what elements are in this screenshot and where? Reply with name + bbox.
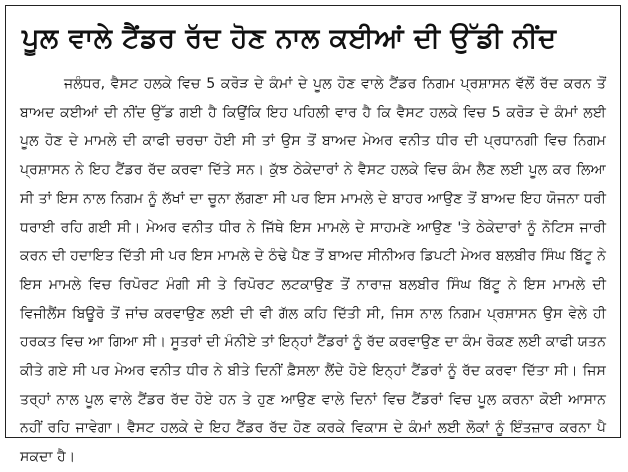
news-clipping	[5, 5, 621, 466]
article-headline: ਪੂਲ ਵਾਲੇ ਟੈਂਡਰ ਰੱਦ ਹੋਣ ਨਾਲ ਕਈਆਂ ਦੀ ਉੱਡੀ ਨੀਂਦ	[22, 23, 557, 54]
article-body: ਜਲੰਧਰ, ਵੈਸਟ ਹਲਕੇ ਵਿਚ 5 ਕਰੋੜ ਦੇ ਕੰਮਾਂ ਦੇ ਪੂਲ ਹੋਣ ਵਾਲੇ ਟੈਂਡਰ ਨਿਗਮ ਪ੍ਰਸ਼ਾਸਨ ਵੱਲੋਂ ਰੱਦ ਕਰਨ ਤੋਂ ਬਾਅਦ ਕਈਆਂ ਦੀ ਨੀਂਦ ਉੱਡ ਗਈ ਹੈ ਕਿਉਂਕਿ ਇਹ ਪਹਿਲੀ ਵਾਰ ਹੈ ਕਿ ਵੈਸਟ ਹਲਕੇ ਵਿਚ 5 ਕਰੋੜ ਦੇ ਕੰਮਾਂ ਲਈ ਪੂਲ ਹੋਣ ਦੇ ਮਾਮਲੇ ਦੀ ਕਾਫੀ ਚਰਚਾ ਹੋਈ ਸੀ ਤਾਂ ਉਸ ਤੋਂ ਬਾਅਦ ਮੇਅਰ ਵਨੀਤ ਧੀਰ ਦੀ ਪ੍ਰਧਾਨਗੀ ਵਿਚ ਨਿਗਮ ਪ੍ਰਸ਼ਾਸਨ ਨੇ ਇਹ ਟੈਂਡਰ ਰੱਦ ਕਰਵਾ ਦਿੱਤੇ ਸਨ। ਕੁੱਝ ਠੇਕੇਦਾਰਾਂ ਨੇ ਵੈਸਟ ਹਲਕੇ ਵਿਚ ਕੰਮ ਲੈਣ ਲਈ ਪੂਲ ਕਰ ਲਿਆ ਸੀ ਤਾਂ ਇਸ ਨਾਲ ਨਿਗਮ ਨੂੰ ਲੱਖਾਂ ਦਾ ਚੂਨਾ ਲੱਗਣਾ ਸੀ ਪਰ ਇਸ ਮਾਮਲੇ ਦੇ ਬਾਹਰ ਆਉਣ ਤੋਂ ਬਾਅਦ ਇਹ ਯੋਜਨਾ ਧਰੀ ਧਰਾਈ ਰਹਿ ਗਈ ਸੀ। ਮੇਅਰ ਵਨੀਤ ਧੀਰ ਨੇ ਜਿੱਥੇ ਇਸ ਮਾਮਲੇ ਦੇ ਸਾਹਮਣੇ ਆਉਣ 'ਤੇ ਠੇਕੇਦਾਰਾਂ ਨੂੰ ਨੋਟਿਸ ਜਾਰੀ ਕਰਨ ਦੀ ਹਦਾਇਤ ਦਿੱਤੀ ਸੀ ਪਰ ਇਸ ਮਾਮਲੇ ਦੇ ਠੰਢੇ ਪੈਣ ਤੋਂ ਬਾਅਦ ਸੀਨੀਅਰ ਡਿਪਟੀ ਮੇਅਰ ਬਲਬੀਰ ਸਿੰਘ ਬਿੱਟੂ ਨੇ ਇਸ ਮਾਮਲੇ ਵਿਚ ਰਿਪੋਰਟ ਮੰਗੀ ਸੀ ਤੇ ਰਿਪੋਰਟ ਲਟਕਾਉਣ ਤੋਂ ਨਾਰਾਜ਼ ਬਲਬੀਰ ਸਿੰਘ ਬਿੱਟੂ ਨੇ ਇਸ ਮਾਮਲੇ ਦੀ ਵਿਜੀਲੈਂਸ ਬਿਊਰੋ ਤੋਂ ਜਾਂਚ ਕਰਵਾਉਣ ਲਈ ਦੀ ਵੀ ਗੱਲ ਕਹਿ ਦਿੱਤੀ ਸੀ, ਜਿਸ ਨਾਲ ਨਿਗਮ ਪ੍ਰਸ਼ਾਸਨ ਉਸ ਵੇਲੇ ਹੀ ਹਰਕਤ ਵਿਚ ਆ ਗਿਆ ਸੀ। ਸੂਤਰਾਂ ਦੀ ਮੰਨੀਏ ਤਾਂ ਇਨ੍ਹਾਂ ਟੈਂਡਰਾਂ ਨੂੰ ਰੱਦ ਕਰਵਾਉਣ ਦਾ ਕੰਮ ਰੋਕਣ ਲਈ ਕਾਫੀ ਯਤਨ ਕੀਤੇ ਗਏ ਸੀ ਪਰ ਮੇਅਰ ਵਨੀਤ ਧੀਰ ਨੇ ਬੀਤੇ ਦਿਨੀਂ ਫ਼ੈਸਲਾ ਲੈਂਦੇ ਹੋਏ ਇਨ੍ਹਾਂ ਟੈਂਡਰਾਂ ਨੂੰ ਰੱਦ ਕਰਵਾ ਦਿੱਤਾ ਸੀ। ਜਿਸ ਤਰ੍ਹਾਂ ਨਾਲ ਪੂਲ ਵਾਲੇ ਟੈਂਡਰ ਰੱਦ ਹੋਏ ਹਨ ਤੇ ਹੁਣ ਆਉਣ ਵਾਲੇ ਦਿਨਾਂ ਵਿਚ ਟੈਂਡਰਾਂ ਵਿਚ ਪੂਲ ਕਰਨਾ ਕੋਈ ਆਸਾਨ ਨਹੀਂ ਰਹਿ ਜਾਵੇਗਾ। ਵੈਸਟ ਹਲਕੇ ਦੇ ਇਹ ਟੈਂਡਰ ਰੱਦ ਹੋਣ ਕਰਕੇ ਵਿਕਾਸ ਦੇ ਕੰਮਾਂ ਲਈ ਲੋਕਾਂ ਨੂੰ ਇੰਤਜ਼ਾਰ ਕਰਨਾ ਪੈ ਸਕਦਾ ਹੈ।	[20, 76, 606, 466]
